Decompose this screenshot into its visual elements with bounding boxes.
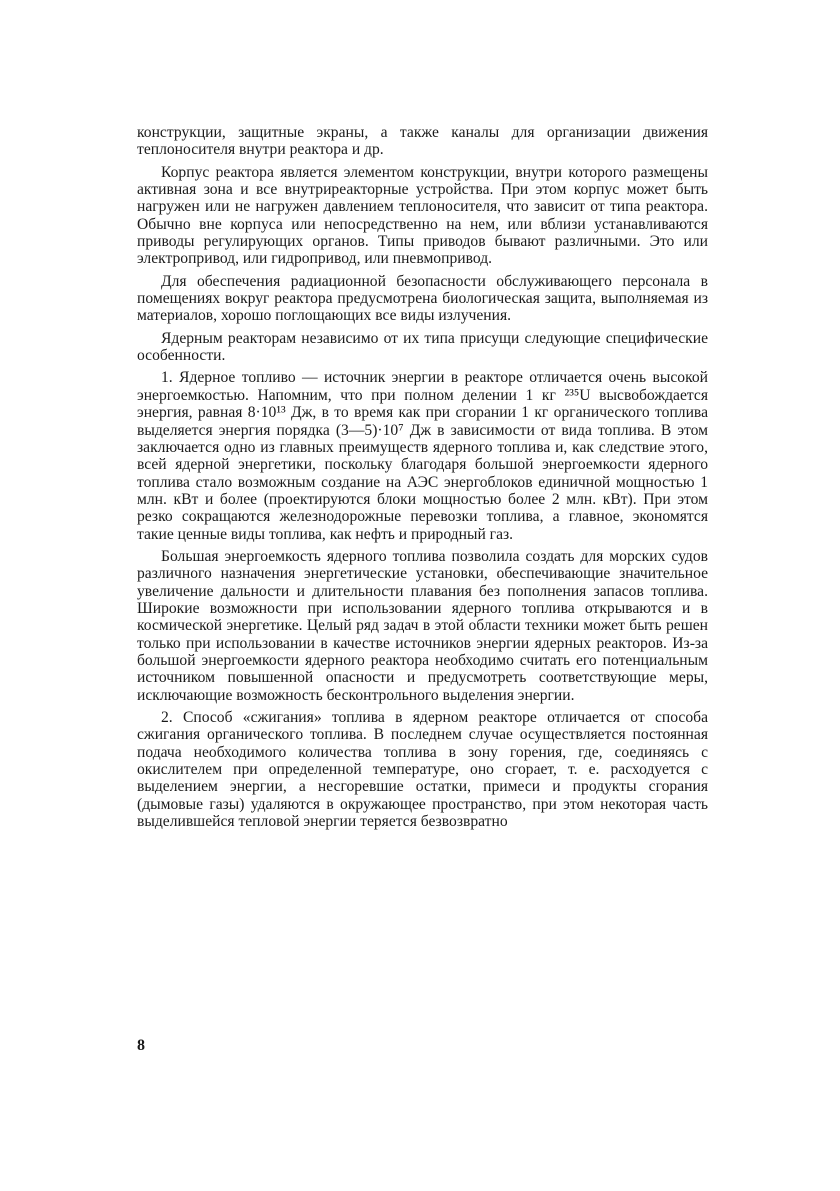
paragraph-continuation: конструкции, защитные экраны, а также каналы для организации движения теплоносителя внутри реактора и др. [137,124,708,159]
paragraph-feature-2-burning-method: 2. Способ «сжигания» топлива в ядерном реакторе отличается от способа сжигания органического топлива. В последнем случае осуществляется постоянная подача необходимого количества топлива в зону горения, где, соединяясь с окислителем при определенной температуре, оно сгорает, т. е. расходуется с выделением энергии, а несгоревшие остатки, примеси и продукты сгорания (дымовые газы) удаляются в окружающее пространство, при этом некоторая часть выделившейся тепловой энергии теряется безвозвратно [137,709,708,831]
paragraph-biological-shielding: Для обеспечения радиационной безопасности обслуживающего персонала в помещениях вокруг реактора предусмотрена биологическая защита, выполняемая из материалов, хорошо поглощающих все виды излучения. [137,272,708,325]
paragraph-reactor-vessel: Корпус реактора является элементом конструкции, внутри которого размещены активная зона и все внутриреакторные устройства. При этом корпус может быть нагружен или не нагружен давлением теплоносителя, что зависит от типа реактора. Обычно вне корпуса или непосредственно на нем, или вблизи устанавливаются приводы регулирующих органов. Типы приводов бывают различными. Это или электропривод, или гидропривод, или пневмопривод. [137,163,708,268]
paragraph-feature-1-energy-density: 1. Ядерное топливо — источник энергии в реакторе отличается очень высокой энергоемкостью. Напомним, что при полном делении 1 кг ²³⁵U высвобождается энергия, равная 8·10¹³ Дж, в то время как при сгорании 1 кг органического топлива выделяется энергия порядка (3—5)·10⁷ Дж в зависимости от вида топлива. В этом заключается одно из главных преимуществ ядерного топлива и, как следствие этого, всей ядерной энергетики, поскольку благодаря большой энергоемкости ядерного топлива стало возможным создание на АЭС энергоблоков единичной мощностью 1 млн. кВт и более (проектируются блоки мощностью более 2 млн. кВт). При этом резко сокращаются железнодорожные перевозки топлива, а главное, экономятся такие ценные виды топлива, как нефть и природный газ. [137,369,708,543]
page-number: 8 [137,1037,145,1054]
body-text [137,124,708,830]
paragraph-marine-space-energy: Большая энергоемкость ядерного топлива позволила создать для морских судов различного назначения энергетические установки, обеспечивающие значительное увеличение дальности и длительности плавания без пополнения запасов топлива. Широкие возможности при использовании ядерного топлива открываются и в космической энергетике. Целый ряд задач в этой области техники может быть решен только при использовании в качестве источников энергии ядерных реакторов. Из-за большой энергоемкости ядерного реактора необходимо считать его потенциальным источником повышенной опасности и предусмотреть соответствующие меры, исключающие возможность бесконтрольного выделения энергии. [137,547,708,704]
paragraph-specific-features-intro: Ядерным реакторам независимо от их типа присущи следующие специфические особенности. [137,329,708,365]
